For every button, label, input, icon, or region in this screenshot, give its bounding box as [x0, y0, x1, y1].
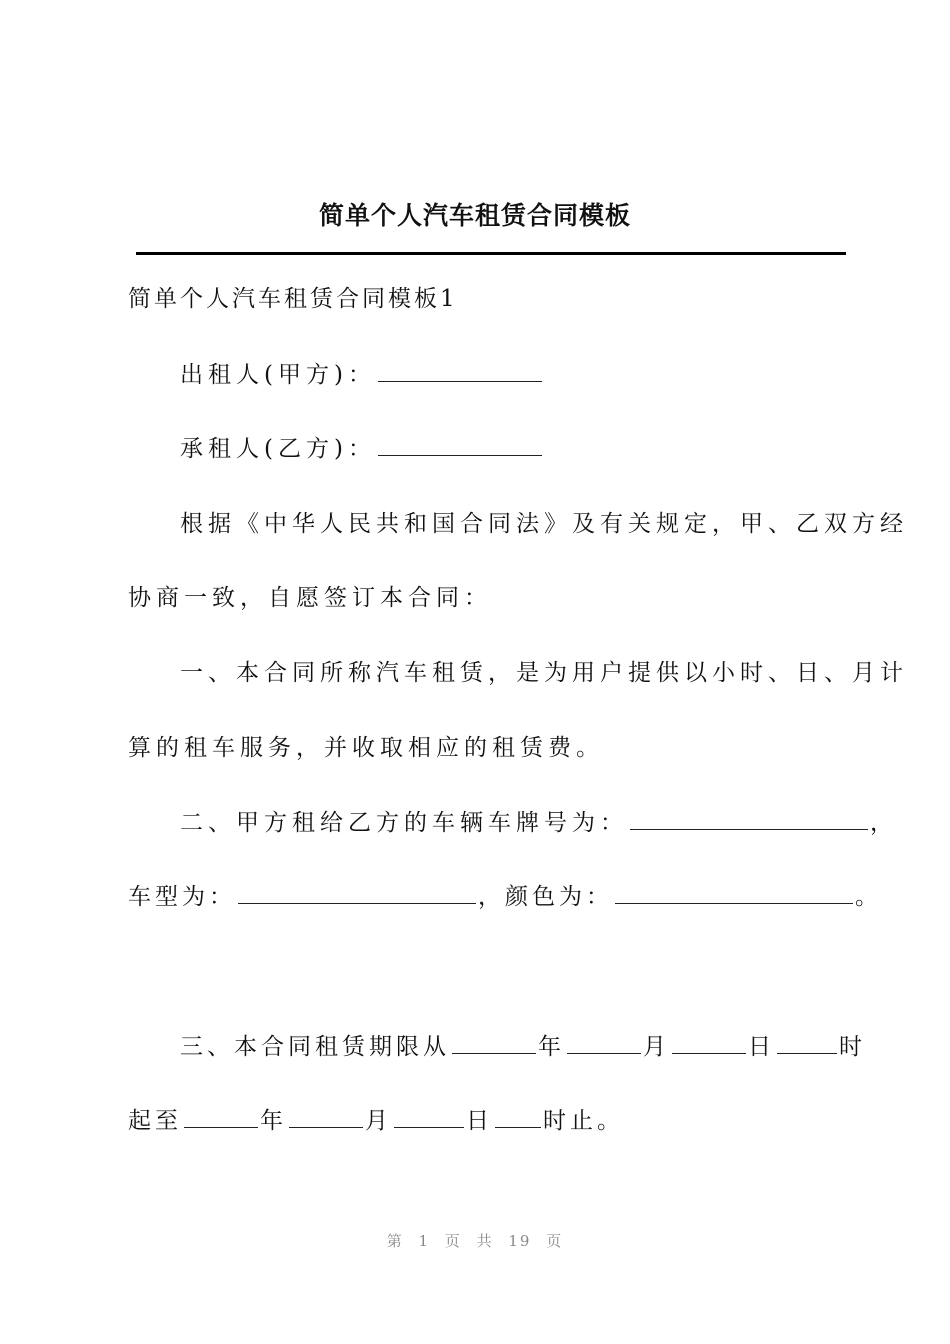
lessor-label: 出租人(甲方)： [180, 362, 376, 388]
document-title: 简单个人汽车租赁合同模板 [318, 201, 631, 230]
plate-blank [630, 809, 868, 830]
end-hour-label: 时止。 [543, 1108, 624, 1134]
end-month-blank [289, 1107, 363, 1128]
clause3-line-1 [180, 1028, 866, 1061]
intro-line-1: 根据《中华人民共和国合同法》及有关规定，甲、乙双方经 [180, 511, 908, 537]
start-month-label: 月 [643, 1034, 670, 1060]
end-year-label: 年 [260, 1108, 287, 1134]
start-day-label: 日 [748, 1034, 775, 1060]
end-month-label: 月 [365, 1108, 392, 1134]
color-label: ，颜色为： [478, 884, 613, 910]
clause2-line-1 [180, 804, 898, 837]
end-day-blank [394, 1107, 464, 1128]
term-to-label: 起至 [128, 1108, 182, 1134]
start-month-blank [567, 1033, 641, 1054]
end-hour-blank [495, 1107, 541, 1128]
lessee-label: 承租人(乙方)： [180, 436, 376, 462]
start-hour-blank [777, 1033, 837, 1054]
lessor-line [180, 356, 544, 389]
term-from-label: 三、本合同租赁期限从 [180, 1034, 450, 1060]
clause2-line-2 [128, 878, 882, 911]
plate-suffix: ， [870, 810, 898, 836]
start-hour-label: 时 [839, 1034, 866, 1060]
page-footer: 第 1 页 共 19 页 [386, 1232, 564, 1250]
lessor-blank [378, 361, 542, 382]
plate-label: 二、甲方租给乙方的车辆车牌号为： [180, 810, 628, 836]
lessee-blank [378, 435, 542, 456]
title-divider [136, 252, 846, 255]
end-day-label: 日 [466, 1108, 493, 1134]
start-year-label: 年 [538, 1034, 565, 1060]
clause2-end: 。 [855, 884, 882, 910]
clause1-line-1: 一、本合同所称汽车租赁，是为用户提供以小时、日、月计 [180, 660, 908, 686]
start-year-blank [452, 1033, 536, 1054]
start-day-blank [672, 1033, 746, 1054]
lessee-line [180, 430, 544, 463]
end-year-blank [184, 1107, 258, 1128]
clause1-line-2: 算的租车服务，并收取相应的租赁费。 [128, 735, 604, 761]
color-blank [615, 883, 853, 904]
intro-line-2: 协商一致，自愿签订本合同： [128, 585, 492, 611]
model-blank [238, 883, 476, 904]
document-subtitle: 简单个人汽车租赁合同模板1 [128, 286, 458, 312]
clause3-line-2 [128, 1102, 624, 1135]
model-label: 车型为： [128, 884, 236, 910]
